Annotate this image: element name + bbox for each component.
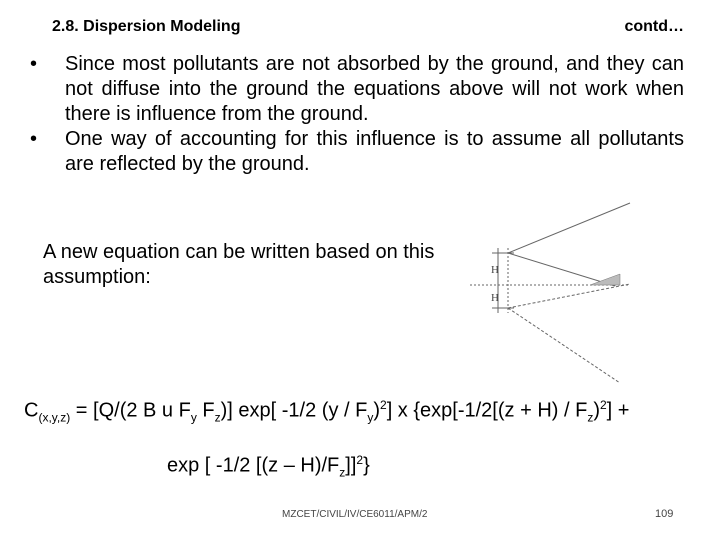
bullet-dot: • xyxy=(30,53,38,75)
intro-text: A new equation can be written based on this assumption: xyxy=(43,241,435,288)
bullet-item xyxy=(30,52,684,127)
image-plume-lower-edge xyxy=(508,308,620,383)
bullet-dot: • xyxy=(30,128,38,150)
contd-label: contd… xyxy=(624,18,684,35)
bullet-text: Since most pollutants are not absorbed by the ground, and they can not diffuse into the ground the equations above will not work when there is influence from the ground. xyxy=(65,53,684,125)
height-label: H xyxy=(491,264,499,276)
formula-line-2: exp [ -1/2 $[(z - H)/F_z]]^2$} xyxy=(167,453,370,480)
bullet-text: One way of accounting for this influence is to assume all pollutants are reflected by the ground. xyxy=(65,128,684,175)
image-plume-upper-edge xyxy=(508,284,630,308)
reflection-diagram xyxy=(470,198,635,398)
bullet-item xyxy=(30,127,684,177)
plume-upper-edge xyxy=(508,203,630,253)
formula-line-1: $C_{(x,y,z)} = [Q/(2$ B u $F_y$ $F_z$)] exp[ -1/2 $(y / F_y)^2$] x {$\exp[-1/2[(z + H) / F_z)^2]$ + xyxy=(24,398,630,425)
bullet-list xyxy=(30,52,684,177)
plume-lower-edge xyxy=(508,253,615,286)
height-label: H xyxy=(491,292,499,304)
footer-course-code: MZCET/CIVIL/IV/CE6011/APM/2 xyxy=(282,509,428,520)
section-title: 2.8. Dispersion Modeling xyxy=(52,18,241,35)
page-number: 109 xyxy=(655,508,674,520)
